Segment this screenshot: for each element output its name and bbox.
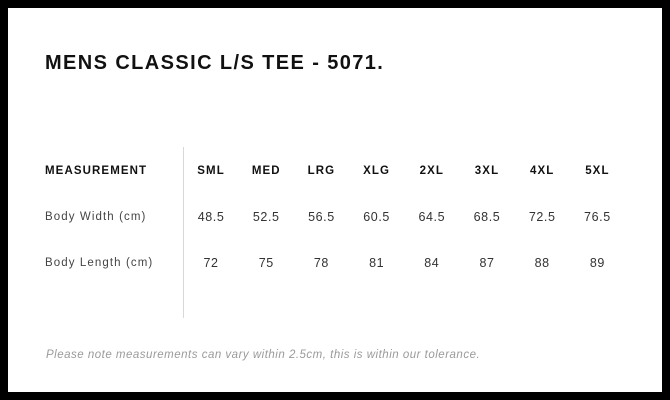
cell-body-length-med: 75 — [258, 256, 274, 270]
cell-body-width-4xl: 72.5 — [528, 210, 556, 224]
table-row — [45, 240, 625, 286]
size-chart-table — [45, 148, 625, 286]
cell-body-length-xlg: 81 — [369, 256, 385, 270]
cell-body-width-2xl: 64.5 — [418, 210, 446, 224]
column-header-size-sml: SML — [197, 165, 225, 177]
column-header-size-med: MED — [251, 165, 281, 177]
cell-body-width-med: 52.5 — [252, 210, 280, 224]
cell-body-length-2xl: 84 — [424, 256, 440, 270]
cell-body-width-sml: 48.5 — [197, 210, 225, 224]
column-header-size-xlg: XLG — [363, 165, 391, 177]
column-header-size-2xl: 2XL — [419, 165, 445, 177]
row-label-body-length: Body Length (cm) — [45, 257, 154, 269]
column-header-size-4xl: 4XL — [529, 165, 555, 177]
page-title: MENS CLASSIC L/S TEE - 5071. — [45, 52, 385, 74]
cell-body-width-3xl: 68.5 — [473, 210, 501, 224]
table-row — [45, 194, 625, 240]
table-header-row — [45, 148, 625, 194]
cell-body-width-lrg: 56.5 — [308, 210, 335, 224]
cell-body-length-lrg: 78 — [313, 256, 329, 270]
column-header-size-lrg: LRG — [307, 165, 336, 177]
column-header-measurement: MEASUREMENT — [45, 165, 148, 177]
row-label-body-width: Body Width (cm) — [45, 211, 147, 223]
size-chart-page — [8, 8, 662, 392]
column-header-size-3xl: 3XL — [474, 165, 500, 177]
cell-body-width-5xl: 76.5 — [584, 210, 611, 224]
cell-body-width-xlg: 60.5 — [363, 210, 390, 224]
column-header-size-5xl: 5XL — [585, 165, 610, 177]
cell-body-length-4xl: 88 — [534, 256, 550, 270]
cell-body-length-3xl: 87 — [479, 256, 495, 270]
cell-body-length-5xl: 89 — [589, 256, 605, 270]
cell-body-length-sml: 72 — [203, 256, 219, 270]
tolerance-note: Please note measurements can vary within 2.5cm, this is within our tolerance. — [46, 349, 481, 361]
